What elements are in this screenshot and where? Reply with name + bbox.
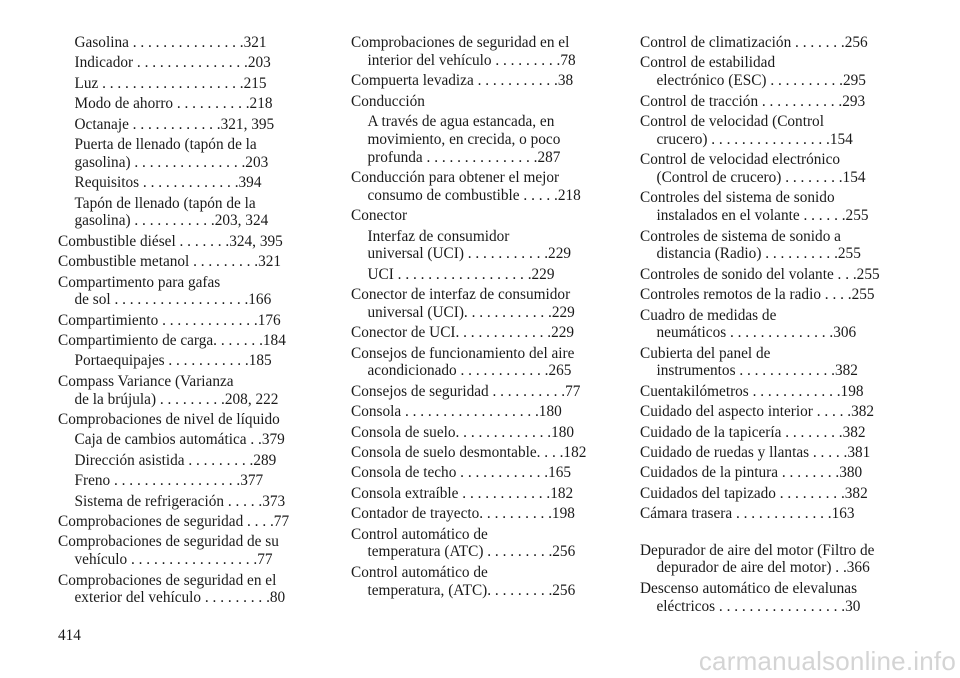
index-entry-text: Consola de suelo desmontable. . . .182 — [351, 444, 587, 462]
index-entry-text: Conector de interfaz de consumidor — [351, 286, 571, 304]
index-entry-continuation: neumáticos . . . . . . . . . . . . . .306 — [656, 324, 857, 342]
index-gap — [640, 526, 897, 542]
index-entry — [640, 266, 897, 284]
index-entry-text: Tapón de llenado (tapón de la — [74, 194, 256, 212]
index-entry — [640, 424, 897, 442]
index-entry — [640, 189, 897, 225]
index-entry — [351, 286, 607, 322]
index-entry — [640, 383, 897, 401]
index-entry-text: Combustible diésel . . . . . . .324, 395 — [58, 232, 283, 250]
index-entry — [58, 54, 314, 72]
index-entry-text: Conducción — [351, 92, 425, 110]
index-entry-text: Consola extraíble . . . . . . . . . . . .182 — [351, 484, 574, 502]
index-entry — [351, 228, 607, 264]
index-entry-continuation: instalados en el volante . . . . . .255 — [656, 207, 869, 225]
index-entry-continuation: universal (UCI) . . . . . . . . . . .229 — [367, 245, 572, 263]
index-entry-continuation: profunda . . . . . . . . . . . . . . .287 — [367, 148, 561, 166]
index-entry-continuation: movimiento, en crecida, o poco — [367, 130, 561, 148]
index-entry — [58, 352, 314, 370]
index-entry-text: Puerta de llenado (tapón de la — [74, 135, 257, 153]
index-entry-text: Compass Variance (Varianza — [58, 372, 234, 390]
index-entry — [640, 151, 897, 187]
index-column-2 — [351, 34, 607, 602]
index-column-1 — [58, 34, 314, 610]
index-entry — [58, 75, 314, 93]
index-entry-text: Descenso automático de elevalunas — [640, 579, 858, 597]
index-entry-text: Cámara trasera . . . . . . . . . . . . .163 — [640, 505, 855, 523]
index-entry-continuation: instrumentos . . . . . . . . . . . . .382 — [656, 362, 858, 380]
index-entry-text: Consola de techo . . . . . . . . . . . .165 — [351, 464, 572, 482]
index-entry-text: Comprobaciones de nivel de líquido — [58, 411, 280, 429]
index-entry — [640, 580, 897, 616]
index-entry — [640, 54, 897, 90]
index-entry-continuation: gasolina) . . . . . . . . . . .203, 324 — [74, 212, 269, 230]
index-entry — [640, 228, 897, 264]
index-entry-text: Control automático de — [351, 525, 488, 543]
index-entry — [640, 286, 897, 304]
index-entry-continuation: (Control de crucero) . . . . . . . .154 — [656, 168, 866, 186]
index-entry-text: Cuadro de medidas de — [640, 306, 777, 324]
index-column-3 — [640, 34, 897, 618]
index-entry-text: A través de agua estancada, en — [367, 112, 555, 130]
index-entry — [58, 533, 314, 569]
index-entry-continuation: depurador de aire del motor) . .366 — [656, 559, 870, 577]
index-entry-text: Requisitos . . . . . . . . . . . . .394 — [74, 174, 262, 192]
index-entry-text: Gasolina . . . . . . . . . . . . . . .321 — [74, 34, 267, 51]
index-entry-continuation: crucero) . . . . . . . . . . . . . . . .154 — [656, 130, 853, 148]
index-entry-continuation: interior del vehículo . . . . . . . . .78 — [367, 51, 576, 69]
index-entry — [58, 34, 314, 52]
index-entry — [58, 452, 314, 470]
index-entry — [351, 505, 607, 523]
index-entry — [58, 493, 314, 511]
index-entry-continuation: consumo de combustible . . . . .218 — [367, 186, 581, 204]
index-entry-text: Controles de sonido del volante . . .255 — [640, 265, 880, 283]
index-entry-text: Depurador de aire del motor (Filtro de — [640, 541, 875, 559]
index-entry-text: Control automático de — [351, 563, 488, 581]
index-entry-text: Modo de ahorro . . . . . . . . . .218 — [74, 95, 273, 113]
index-entry-text: Consola . . . . . . . . . . . . . . . . . .180 — [351, 403, 562, 421]
index-entry — [58, 332, 314, 350]
index-entry-text: Controles del sistema de sonido — [640, 189, 835, 207]
index-entry-text: Consejos de seguridad . . . . . . . . . .77 — [351, 382, 581, 400]
index-entry-text: Controles de sistema de sonido a — [640, 227, 841, 245]
index-entry-text: Control de velocidad (Control — [640, 112, 824, 130]
index-entry-text: Control de climatización . . . . . . .256 — [640, 34, 868, 51]
index-entry-text: Comprobaciones de seguridad en el — [351, 34, 570, 51]
index-entry-continuation: distancia (Radio) . . . . . . . . . .255 — [656, 245, 861, 263]
index-entry — [351, 464, 607, 482]
index-entry — [640, 485, 897, 503]
index-entry-continuation: universal (UCI). . . . . . . . . . . .229 — [367, 303, 575, 321]
index-entry — [58, 472, 314, 490]
index-entry-text: Caja de cambios automática . .379 — [74, 431, 285, 449]
index-entry — [640, 34, 897, 52]
index-entry — [640, 113, 897, 149]
index-entry-continuation: de la brújula) . . . . . . . . .208, 222 — [74, 390, 279, 408]
index-entry — [351, 72, 607, 90]
index-entry — [640, 403, 897, 421]
index-entry-continuation: vehículo . . . . . . . . . . . . . . . . .77 — [74, 551, 273, 569]
index-entry-continuation: eléctricos . . . . . . . . . . . . . . . . .30 — [656, 597, 861, 615]
index-entry — [640, 542, 897, 578]
index-entry-text: Comprobaciones de seguridad en el — [58, 571, 277, 589]
index-entry-text: Compartimiento de carga. . . . . . .184 — [58, 332, 286, 350]
index-entry-text: Control de velocidad electrónico — [640, 151, 841, 169]
index-entry-text: Cuidado de la tapicería . . . . . . . .382 — [640, 423, 866, 441]
index-entry-text: Interfaz de consumidor — [367, 227, 510, 245]
index-entry-text: Cuidado de ruedas y llantas . . . . .381 — [640, 444, 871, 462]
index-entry — [351, 34, 607, 70]
index-entry-text: Combustible metanol . . . . . . . . .321 — [58, 253, 282, 271]
index-entry — [58, 95, 314, 113]
index-entry-text: Compartimento para gafas — [58, 273, 221, 291]
index-entry-continuation: electrónico (ESC) . . . . . . . . . .295 — [656, 72, 866, 90]
index-entry-text: Control de estabilidad — [640, 54, 776, 72]
index-entry-continuation: de sol . . . . . . . . . . . . . . . . . .166 — [74, 291, 272, 309]
index-entry-text: Control de tracción . . . . . . . . . . .293 — [640, 92, 866, 110]
index-entry — [351, 444, 607, 462]
index-entry-text: Compuerta levadiza . . . . . . . . . . .38 — [351, 72, 574, 90]
index-entry-text: Cuentakilómetros . . . . . . . . . . . .198 — [640, 382, 864, 400]
index-entry-text: Conducción para obtener el mejor — [351, 168, 560, 186]
index-entry-continuation: temperatura, (ATC). . . . . . . . .256 — [367, 581, 576, 599]
index-entry — [58, 136, 314, 172]
index-entry — [58, 274, 314, 310]
index-entry-text: Contador de trayecto. . . . . . . . . .198 — [351, 505, 575, 523]
watermark: carmanualsonline.info — [698, 646, 956, 676]
index-entry — [351, 383, 607, 401]
index-entry — [58, 411, 314, 429]
index-entry — [640, 444, 897, 462]
index-entry — [640, 93, 897, 111]
index-entry-text: Cuidados de la pintura . . . . . . . .380 — [640, 464, 863, 482]
index-entry-text: Sistema de refrigeración . . . . .373 — [74, 492, 286, 510]
index-entry-text: Portaequipajes . . . . . . . . . . .185 — [74, 352, 272, 370]
index-entry-text: Luz . . . . . . . . . . . . . . . . . . .215 — [74, 74, 267, 92]
index-entry — [351, 526, 607, 562]
index-entry-text: UCI . . . . . . . . . . . . . . . . . .229 — [367, 265, 555, 283]
index-entry — [351, 113, 607, 166]
index-entry — [58, 373, 314, 409]
index-entry-continuation: temperatura (ATC) . . . . . . . . .256 — [367, 543, 576, 561]
index-entry — [58, 195, 314, 231]
index-entry — [351, 564, 607, 600]
index-entry-text: Cuidados del tapizado . . . . . . . . .382 — [640, 484, 868, 502]
index-entry — [58, 253, 314, 271]
index-entry-text: Controles remotos de la radio . . . .255 — [640, 286, 875, 304]
index-entry-continuation: gasolina) . . . . . . . . . . . . . . .203 — [74, 153, 269, 171]
index-entry-text: Cuidado del aspecto interior . . . . .382 — [640, 403, 875, 421]
index-entry-text: Conector — [351, 207, 408, 225]
index-entry-text: Comprobaciones de seguridad de su — [58, 533, 279, 551]
index-entry — [351, 266, 607, 284]
index-entry — [351, 403, 607, 421]
index-entry-continuation: exterior del vehículo . . . . . . . . .80 — [74, 589, 286, 607]
index-entry-text: Indicador . . . . . . . . . . . . . . .203 — [74, 54, 271, 72]
index-entry — [351, 324, 607, 342]
index-entry-text: Compartimiento . . . . . . . . . . . . .176 — [58, 311, 281, 329]
index-entry-continuation: acondicionado . . . . . . . . . . . .265 — [367, 362, 572, 380]
index-entry — [640, 345, 897, 381]
index-entry-text: Conector de UCI. . . . . . . . . . . . .229 — [351, 324, 575, 342]
index-entry-text: Consola de suelo. . . . . . . . . . . . .180 — [351, 423, 575, 441]
page-number: 414 — [58, 627, 81, 644]
index-entry — [351, 93, 607, 111]
index-entry-text: Consejos de funcionamiento del aire — [351, 344, 575, 362]
index-entry — [351, 424, 607, 442]
index-entry — [58, 116, 314, 134]
index-entry — [58, 174, 314, 192]
index-entry-text: Freno . . . . . . . . . . . . . . . . .377 — [74, 472, 264, 490]
index-entry — [58, 513, 314, 531]
index-entry-text: Comprobaciones de seguridad . . . .77 — [58, 513, 290, 530]
index-entry — [351, 207, 607, 225]
index-entry — [640, 464, 897, 482]
index-entry-text: Octanaje . . . . . . . . . . . .321, 395 — [74, 115, 275, 133]
index-entry — [58, 233, 314, 251]
index-entry — [351, 485, 607, 503]
index-entry — [351, 345, 607, 381]
index-entry — [58, 572, 314, 608]
index-entry — [58, 431, 314, 449]
index-entry — [58, 312, 314, 330]
index-entry-text: Cubierta del panel de — [640, 344, 771, 362]
index-entry — [351, 169, 607, 205]
index-entry — [640, 505, 897, 523]
index-entry-text: Dirección asistida . . . . . . . . .289 — [74, 451, 277, 469]
index-entry — [640, 307, 897, 343]
